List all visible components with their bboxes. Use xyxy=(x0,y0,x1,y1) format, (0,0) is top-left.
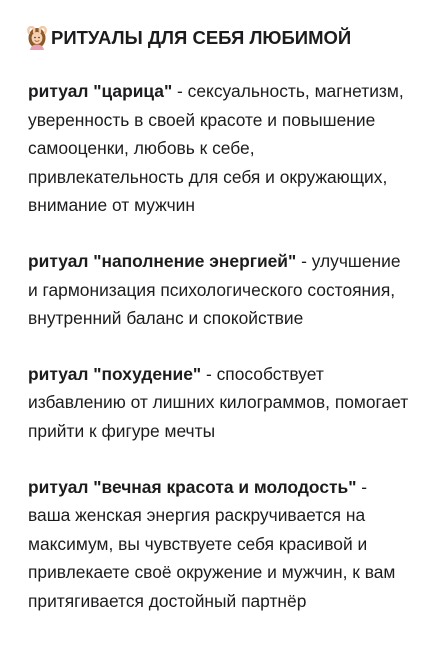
ritual-item-beauty-youth xyxy=(28,473,410,616)
ritual-item-energy xyxy=(28,247,410,333)
ritual-item-tsaritsa xyxy=(28,77,410,220)
page-title: РИТУАЛЫ ДЛЯ СЕБЯ ЛЮБИМОЙ xyxy=(51,27,352,48)
ritual-name: ритуал "наполнение энергией" xyxy=(28,250,297,271)
ritual-description: - улучшение и гармонизация психологического состояния, внутренний баланс и спокойствие xyxy=(28,250,401,329)
woman-gesturing-ok-icon xyxy=(26,26,48,50)
ritual-description: - сексуальность, магнетизм, уверенность в своей красоте и повышение самооценки, любовь к себе, привлекательность для себя и окружающих, внимание от мужчин xyxy=(28,81,404,216)
ritual-name: ритуал "вечная красота и молодость" xyxy=(28,476,357,497)
title-row xyxy=(26,24,410,52)
ritual-description: - способствует избавлению от лишних килограммов, помогает прийти к фигуре мечты xyxy=(28,363,409,441)
ritual-item-weight-loss xyxy=(28,360,410,446)
ritual-description: - ваша женская энергия раскручивается на максимум, вы чувствуете себя красивой и привлекаете своё окружение и мужчин, к вам притягивается достойный партнёр xyxy=(28,476,396,611)
ritual-name: ритуал "царица" xyxy=(28,81,173,101)
ritual-name: ритуал "похудение" xyxy=(28,363,202,384)
